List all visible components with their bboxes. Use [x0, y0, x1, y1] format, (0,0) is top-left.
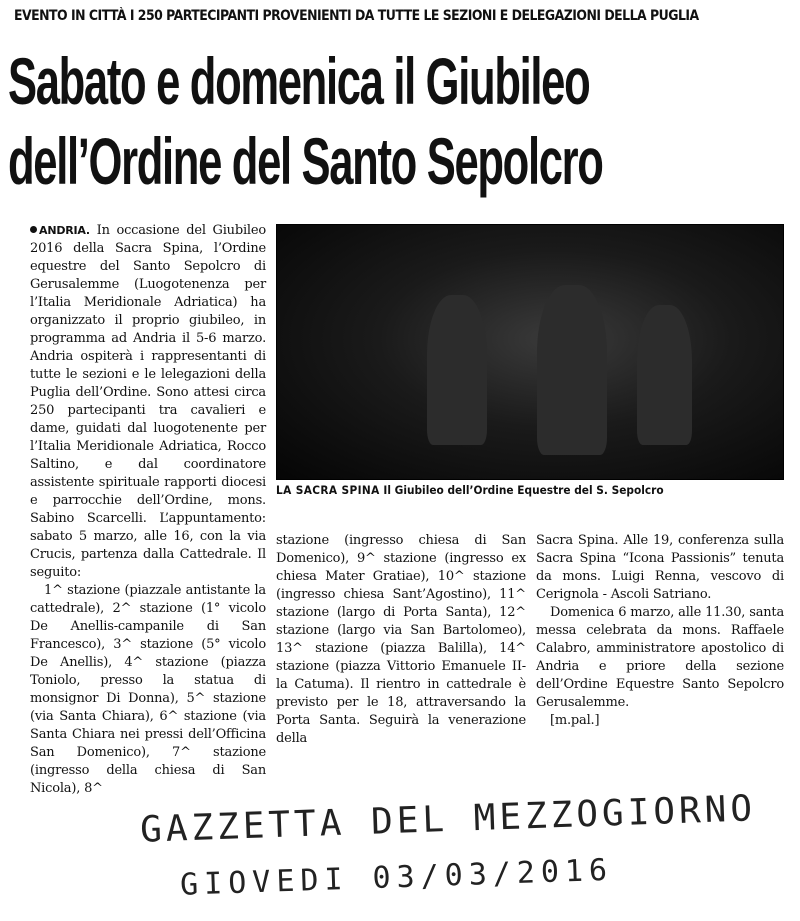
- photo-caption: [276, 483, 742, 497]
- caption-label: LA SACRA SPINA: [276, 483, 380, 497]
- kicker-line: EVENTO IN CITTÀ I 250 PARTECIPANTI PROVENIENTI DA TUTTE LE SEZIONI E DELEGAZIONI DELLA PUGLIA: [14, 8, 699, 24]
- dateline: ANDRIA.: [39, 224, 90, 237]
- article-column-3: [536, 532, 784, 730]
- photo-figure: [427, 295, 487, 445]
- caption-text: Il Giubileo dell’Ordine Equestre del S. Sepolcro: [379, 483, 664, 497]
- column-3-paragraph-1: Sacra Spina. Alle 19, conferenza sulla Sacra Spina “Icona Passionis” tenuta da mons. Luigi Renna, vescovo di Cerignola - Ascoli Satriano.: [536, 533, 784, 602]
- article-photo: [276, 224, 784, 480]
- headline-line-1: Sabato e domenica il Giubileo: [8, 44, 590, 118]
- handwritten-date: GIOVEDI 03/03/2016: [179, 852, 614, 903]
- lead-paragraph: [30, 222, 266, 582]
- column-3-paragraph-2: Domenica 6 marzo, alle 11.30, santa messa celebrata da mons. Raffaele Calabro, amministratore apostolico di Andria e priore della sezione dell’Ordine Equestre Santo Sepolcro Gerusalemme.: [536, 605, 784, 710]
- article-column-1: [30, 222, 266, 798]
- lead-text: In occasione del Giubileo 2016 della Sacra Spina, l’Ordine equestre del Santo Sepolcro di Gerusalemme (Luogotenenza per l’Italia Meridionale Adriatica) ha organizzato il proprio giubileo, in programma ad Andria il 5-6 marzo. Andria ospiterà i rappresentanti di tutte le sezioni e le lelegazioni della Puglia dell’Ordine. Sono attesi circa 250 partecipanti tra cavalieri e dame, guidati dal luogotenente per l’Italia Meridionale Adriatica, Rocco Saltino, e dal coordinatore assistente spirituale rapporti diocesi e parrocchie dell’Ordine, mons. Sabino Scarcelli. L’appuntamento: sabato 5 marzo, alle 16, con la via Crucis, partenza dalla Cattedrale. Il seguito:: [30, 223, 266, 580]
- headline-line-2: dell’Ordine del Santo Sepolcro: [8, 124, 603, 198]
- photo-figure: [637, 305, 692, 445]
- article-column-2: [276, 532, 526, 748]
- stations-paragraph: 1^ stazione (piazzale antistante la cattedrale), 2^ stazione (1° vicolo De Anellis-campanile di San Francesco), 3^ stazione (5° vicolo De Anellis), 4^ stazione (piazza Toniolo, presso la statua di monsignor Di Donna), 5^ stazione (via Santa Chiara), 6^ stazione (via Santa Chiara nei pressi dell’Officina San Domenico), 7^ stazione (ingresso della chiesa di San Nicola), 8^: [30, 583, 266, 796]
- photo-figure: [537, 285, 607, 455]
- bullet-icon: [30, 226, 37, 233]
- handwritten-source: GAZZETTA DEL MEZZOGIORNO: [139, 788, 757, 851]
- author-signature: [m.pal.]: [550, 713, 600, 728]
- column-2-text: stazione (ingresso chiesa di San Domenico), 9^ stazione (ingresso ex chiesa Mater Gratiae), 10^ stazione (ingresso chiesa Sant’Agostino), 11^ stazione (largo di Porta Santa), 12^ stazione (largo via San Bartolomeo), 13^ stazione (piazza Balilla), 14^ stazione (piazza Vittorio Emanuele II-la Catuma). Il rientro in cattedrale è previsto per le 18, attraversando la Porta Santa. Seguirà la venerazione della: [276, 533, 526, 746]
